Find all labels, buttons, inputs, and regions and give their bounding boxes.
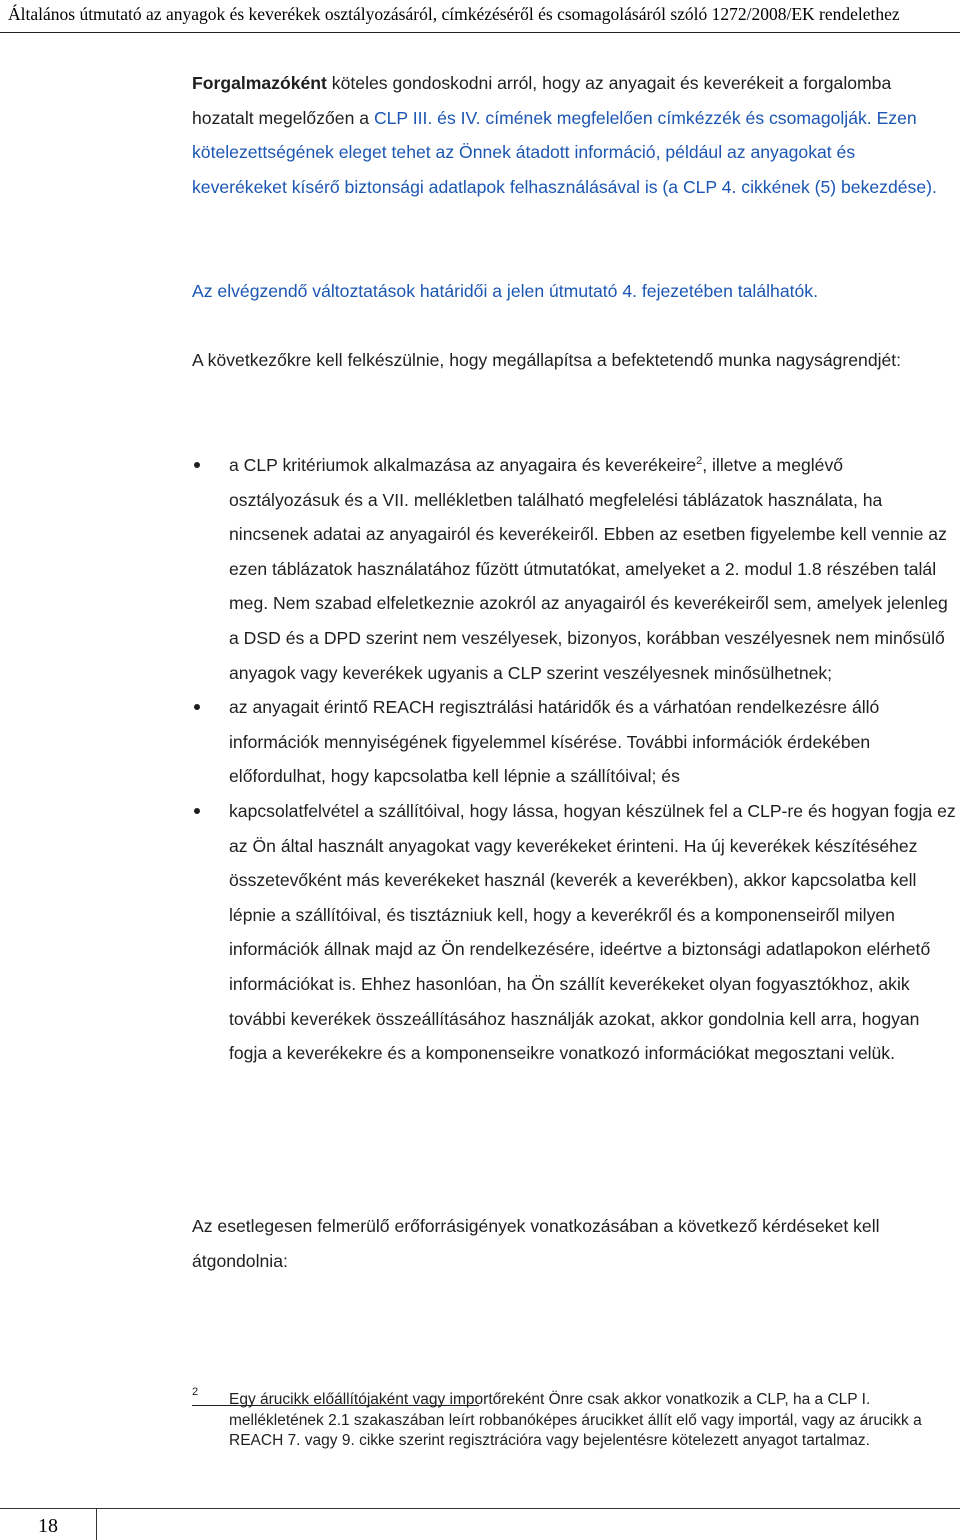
clp-reference-text: CLP III. és IV. címének megfelelően címkézzék és csomagolják. Ezen kötelezettségének eleget tehet az Önnek átadott információ, például az anyagokat és keverékeket kísérő biztonsági adatlapok felhasználásával is (a CLP 4. cikkének (5) bekezdése).	[192, 107, 937, 197]
list-item-text: , illetve a meglévő osztályozásuk és a VII. mellékletben található megfelelési táblázatok használata, ha nincsenek adatai az anyagairól és keverékeiről. Ebben az esetben figyelembe kell vennie az ezen táblázatok használatához fűzött útmutatókat, amelyeket a 2. modul 1.8 részében talál meg. Nem szabad elfeletkeznie azokról az anyagairól és keverékeiről sem, amelyek jelenleg a DSD és a DPD szerint nem veszélyesek, bizonyos, korábban veszélyesnek nem minősülő anyagok vagy keverékek ugyanis a CLP szerint veszélyesnek minősülhetnek;	[229, 455, 948, 683]
bullet-icon	[194, 462, 200, 468]
list-item-text: kapcsolatfelvétel a szállítóival, hogy lássa, hogyan készülnek fel a CLP-re és hogyan fogja ez az Ön által használt anyagokat vagy keverékeket érinteni. Ha új keverékek készítéséhez összetevőként más keverékeket használ (keverék a keverékben), akkor kapcsolatba kell lépnie a szállítóival, és tisztázniuk kell, hogy a keverékről és a komponenseiről milyen információk állnak majd az Ön rendelkezésére, ideértve a biztonsági adatlapokon elérhető információkat is. Ehhez hasonlóan, ha Ön szállít keverékeket olyan fogyasztókhoz, akik további keverékek összeállításához használják azokat, akkor gondolnia kell arra, hogyan fogja a keverékekre és a komponenseikre vonatkozó információkat megosztani velük.	[229, 800, 956, 1064]
list-item-text: a CLP kritériumok alkalmazása az anyagaira és keverékeire	[229, 455, 697, 475]
paragraph-text: köteles gondoskodni arról, hogy az anyagait és keverékeit a forgalomba hozatalt megelőzően a	[192, 73, 892, 128]
bold-lead: Forgalmazóként	[192, 73, 327, 93]
paragraph-distributor-obligation	[192, 66, 954, 204]
paragraph-resources: Az esetlegesen felmerülő erőforrásigények vonatkozásában a következő kérdéseket kell átgondolnia:	[192, 1216, 880, 1271]
footer-divider	[0, 1508, 960, 1509]
paragraph-deadlines: Az elvégzendő változtatások határidői a jelen útmutató 4. fejezetében találhatók.	[192, 281, 818, 301]
list-item	[192, 690, 956, 794]
bullet-icon	[194, 808, 200, 814]
header-divider	[0, 32, 960, 33]
list-item	[192, 794, 956, 1071]
footnote-reference: 2	[696, 455, 703, 468]
paragraph-preparation: A következőkre kell felkészülnie, hogy megállapítsa a befektetendő munka nagyságrendjét:	[192, 350, 902, 370]
footnote-text: Egy árucikk előállítójaként vagy importőreként Önre csak akkor vonatkozik a CLP, ha a CLP I. mellékletének 2.1 szakaszában leírt robbanóképes árucikket állít elő vagy importál, vagy az árucikk a REACH 7. vagy 9. cikke szerint regisztrációra vagy bejelentésre kötelezett anyagot tartalmaz.	[229, 1391, 922, 1449]
preparation-list	[192, 448, 956, 1071]
footnote-number: 2	[192, 1386, 199, 1398]
running-header	[0, 0, 960, 34]
bullet-icon	[194, 704, 200, 710]
page-number: 18	[38, 1515, 58, 1537]
header-title: Általános útmutató az anyagok és keverékek osztályozásáról, címkézéséről és csomagolásáról szóló 1272/2008/EK rendelethez	[8, 4, 900, 24]
list-item	[192, 448, 956, 690]
list-item-text: az anyagait érintő REACH regisztrálási határidők és a várhatóan rendelkezésre álló információk mennyiségének figyelemmel kísérése. További információk érdekében előfordulhat, hogy kapcsolatba kell lépnie a szállítóival; és	[229, 697, 880, 787]
